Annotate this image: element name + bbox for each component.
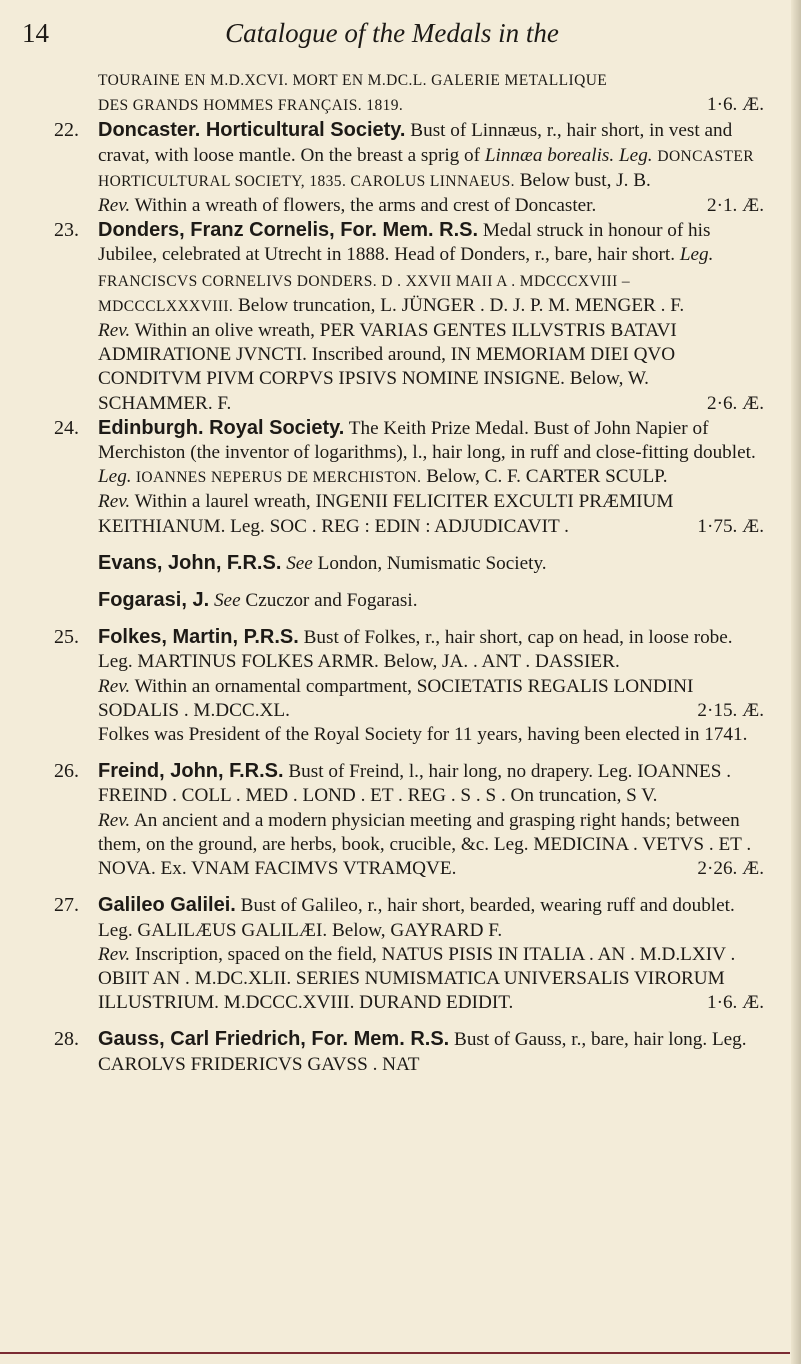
- entry-price: 1·75. Æ.: [697, 515, 764, 537]
- entry-text: Bust of Folkes, r., hair short, cap on head, in loose robe. Leg. MARTINUS FOLKES ARMR. Below, JA. . ANT . DASSIER.: [98, 627, 733, 673]
- entry-27: 27. Galileo Galilei. Bust of Galileo, r., hair short, bearded, wearing ruff and doublet. Leg. GALILÆUS GALILÆI. Below, GAYRARD F. Rev. Inscription, spaced on the field, NATUS PISIS IN ITALIA . AN . M.D.LXIV . OBIIT AN . M.DC.XLII. SERIES NUMISMATICA UNIVERSALIS VIRORUM ILLUSTRIUM. M.DCCC.XVIII. DURAND EDIDIT. 1·6. Æ.: [54, 893, 764, 1015]
- entry-heading: Edinburgh. Royal Society.: [98, 416, 345, 439]
- entry-price: 2·6. Æ.: [706, 392, 764, 414]
- rev-text: Within a laurel wreath, INGENII FELICITER EXCULTI PRÆMIUM KEITHIANUM. Leg. SOC . REG : EDIN : ADJUDICAVIT .: [98, 491, 674, 537]
- legend-text: FRANCISCVS CORNELIVS DONDERS. D . XXVII MAII A . MDCCCXVIII – MDCCCLXXXVIII.: [98, 272, 631, 315]
- ref-heading: Fogarasi, J.: [98, 589, 210, 612]
- below-text: Below bust, J. B.: [514, 169, 651, 191]
- entry-price: 2·15. Æ.: [697, 699, 764, 721]
- page-number: 14: [22, 18, 49, 48]
- legend-text: DONCASTER HORTICULTURAL SOCIETY, 1835. CAROLUS LINNAEUS.: [98, 147, 754, 190]
- ref-heading: Evans, John, F.R.S.: [98, 551, 282, 574]
- entry-price: 2·1. Æ.: [706, 195, 764, 217]
- ref-target: London, Numismatic Society.: [317, 552, 547, 574]
- leg-label: Leg.: [679, 244, 714, 266]
- entry-text: Bust of Linnæus, r., hair short, in vest and cravat, with loose mantle. On the breast a sprig of: [98, 120, 733, 166]
- continuation-line-2: DES GRANDS HOMMES FRANÇAIS. 1819.: [98, 97, 404, 115]
- below-text: Below truncation, L. JÜNGER . D. J. P. M. MENGER . F.: [233, 294, 685, 316]
- rev-text: Within a wreath of flowers, the arms and crest of Doncaster.: [134, 195, 597, 217]
- entry-text: Medal struck in honour of his Jubilee, celebrated at Utrecht in 1888. Head of Donders, r., bare, hair short.: [98, 220, 711, 266]
- entry-24: 24. Edinburgh. Royal Society. The Keith Prize Medal. Bust of John Napier of Merchiston (the inventor of logarithms), l., hair long, in ruff and close-fitting doublet. Leg. IOANNES NEPERUS DE MERCHISTON. Below, C. F. CARTER SCULP. Rev. Within a laurel wreath, INGENII FELICITER EXCULTI PRÆMIUM KEITHIANUM. Leg. SOC . REG : EDIN : ADJUDICAVIT . 1·75. Æ.: [54, 416, 764, 539]
- leg-label: Leg.: [98, 466, 132, 488]
- continuation-price: 1·6. Æ.: [706, 94, 764, 116]
- page-edge: [791, 0, 801, 1364]
- entry-23: 23. Donders, Franz Cornelis, For. Mem. R.S. Medal struck in honour of his Jubilee, celebrated at Utrecht in 1888. Head of Donders, r., bare, hair short. Leg. FRANCISCVS CORNELIVS DONDERS. D . XXVII MAII A . MDCCCXVIII – MDCCCLXXXVIII. Below truncation, L. JÜNGER . D. J. P. M. MENGER . F. Rev. Within an olive wreath, PER VARIAS GENTES ILLVSTRIS BATAVI ADMIRATIONE JVNCTI. Inscribed around, IN MEMORIAM DIEI QVO CONDITVM PIVM CORPVS IPSIVS NOMINE INSIGNE. Below, W. SCHAMMER. F. 2·6. Æ.: [54, 218, 764, 416]
- entry-heading: Galileo Galilei.: [98, 894, 236, 917]
- page-content: [54, 68, 764, 1077]
- rev-text: An ancient and a modern physician meeting and grasping right hands; between them, on the ground, are herbs, book, crucible, &c. Leg. MEDICINA . VETVS . ET . NOVA. Ex. VNAM FACIMVS VTRAMQVE.: [98, 809, 752, 880]
- species-name: Linnæa borealis.: [484, 144, 615, 166]
- entry-heading: Donders, Franz Cornelis, For. Mem. R.S.: [98, 219, 479, 242]
- rev-text: Within an ornamental compartment, SOCIETATIS REGALIS LONDINI SODALIS . M.DCC.XL.: [98, 675, 694, 721]
- running-title: Catalogue of the Medals in the: [225, 18, 559, 48]
- entry-heading: Freind, John, F.R.S.: [98, 760, 284, 783]
- entry-25: 25. Folkes, Martin, P.R.S. Bust of Folkes, r., hair short, cap on head, in loose robe. Leg. MARTINUS FOLKES ARMR. Below, JA. . ANT . DASSIER. Rev. Within an ornamental compartment, SOCIETATIS REGALIS LONDINI SODALIS . M.DCC.XL. 2·15. Æ. Folkes was President of the Royal Society for 11 years, having been elected in 1741.: [54, 625, 764, 747]
- leg-label: Leg.: [614, 144, 658, 166]
- bottom-rule: [0, 1352, 790, 1354]
- entry-number: 22.: [54, 119, 79, 142]
- cross-reference-fogarasi: [54, 588, 764, 613]
- entry-heading: Gauss, Carl Friedrich, For. Mem. R.S.: [98, 1028, 450, 1051]
- entry-number: 24.: [54, 416, 79, 439]
- page-header: [22, 14, 762, 54]
- entry-number: 28.: [54, 1028, 79, 1051]
- rev-text: Inscription, spaced on the field, NATUS PISIS IN ITALIA . AN . M.D.LXIV . OBIIT AN . M.DC.XLII. SERIES NUMISMATICA UNIVERSALIS VIRORUM ILLUSTRIUM. M.DCCC.XVIII. DURAND EDIDIT.: [98, 943, 736, 1014]
- entry-number: 26.: [54, 760, 79, 783]
- cross-reference-evans: [54, 551, 764, 576]
- legend-text: IOANNES NEPERUS DE MERCHISTON.: [131, 469, 422, 487]
- entry-price: 1·6. Æ.: [706, 992, 764, 1014]
- entry-text: Bust of Galileo, r., hair short, bearded, wearing ruff and doublet. Leg. GALILÆUS GALILÆI. Below, GAYRARD F.: [98, 895, 735, 941]
- rev-text: Within an olive wreath, PER VARIAS GENTES ILLVSTRIS BATAVI ADMIRATIONE JVNCTI. Inscribed around, IN MEMORIAM DIEI QVO CONDITVM PIVM CORPVS IPSIVS NOMINE INSIGNE. Below, W. SCHAMMER. F.: [98, 320, 677, 414]
- entry-text: The Keith Prize Medal. Bust of John Napier of Merchiston (the inventor of logarithms), l., hair long, in ruff and close-fitting doublet.: [98, 417, 756, 464]
- continuation-entry: [54, 68, 764, 118]
- entry-heading: Folkes, Martin, P.R.S.: [98, 626, 299, 649]
- entry-number: 23.: [54, 219, 79, 242]
- continuation-line-1: TOURAINE EN M.D.XCVI. MORT EN M.DC.L. GALERIE METALLIQUE: [98, 72, 608, 89]
- entry-28: [54, 1027, 764, 1076]
- entry-text: Bust of Freind, l., hair long, no drapery. Leg. IOANNES . FREIND . COLL . MED . LOND . ET . REG . S . S . On truncation, S V.: [98, 761, 732, 807]
- see-label: See: [213, 590, 241, 612]
- entry-text: Bust of Gauss, r., bare, hair long. Leg. CAROLVS FRIDERICVS GAVSS . NAT: [98, 1029, 747, 1075]
- entry-26: 26. Freind, John, F.R.S. Bust of Freind, l., hair long, no drapery. Leg. IOANNES . FREIND . COLL . MED . LOND . ET . REG . S . S . On truncation, S V. Rev. An ancient and a modern physician meeting and grasping right hands; between them, on the ground, are herbs, book, crucible, &c. Leg. MEDICINA . VETVS . ET . NOVA. Ex. VNAM FACIMVS VTRAMQVE. 2·26. Æ.: [54, 759, 764, 881]
- entry-number: 27.: [54, 894, 79, 917]
- entry-heading: Doncaster. Horticultural Society.: [98, 119, 406, 142]
- entry-22: 22. Doncaster. Horticultural Society. Bust of Linnæus, r., hair short, in vest and cravat, with loose mantle. On the breast a sprig of Linnæa borealis. Leg. DONCASTER HORTICULTURAL SOCIETY, 1835. CAROLUS LINNAEUS. Below bust, J. B. Rev. Within a wreath of flowers, the arms and crest of Doncaster. 2·1. Æ.: [54, 118, 764, 218]
- entry-note: Folkes was President of the Royal Society for 11 years, having been elected in 1741.: [98, 724, 748, 746]
- ref-target: Czuczor and Fogarasi.: [245, 590, 418, 612]
- below-text: Below, C. F. CARTER SCULP.: [421, 466, 668, 488]
- see-label: See: [286, 552, 313, 574]
- entry-price: 2·26. Æ.: [697, 858, 764, 880]
- entry-number: 25.: [54, 626, 79, 649]
